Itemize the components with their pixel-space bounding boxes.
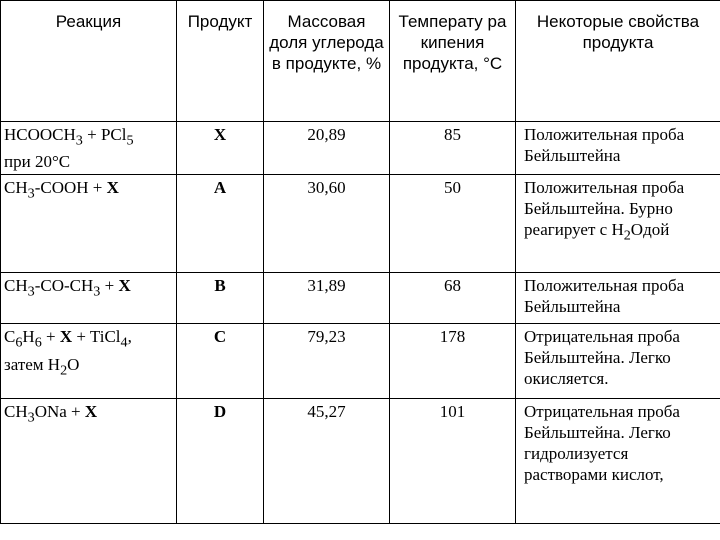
carbon-cell: 79,23 [264, 324, 390, 399]
reaction-cell: $HCOOCH_3 + PCl_5$ при 20°С [1, 122, 177, 175]
carbon-cell: 30,60 [264, 175, 390, 273]
header-product: Продукт [177, 1, 264, 122]
product-cell: A [177, 175, 264, 273]
carbon-cell: 45,27 [264, 399, 390, 524]
reaction-cell: $CH_3$-COOH + X [1, 175, 177, 273]
header-properties: Некоторые свойства продукта [516, 1, 720, 122]
header-reaction: Реакция [1, 1, 177, 122]
boiling-cell: 68 [390, 273, 516, 324]
table-row [1, 273, 720, 324]
boiling-cell: 85 [390, 122, 516, 175]
table-row [1, 399, 720, 524]
boiling-cell: 178 [390, 324, 516, 399]
properties-cell: Положительная проба Бейльштейна [516, 122, 720, 175]
header-carbon-fraction: Массовая доля углерода в продукте, % [264, 1, 390, 122]
table-row [1, 175, 720, 273]
reaction-cell: $CH_3-CO-CH_3 + X$ [1, 273, 177, 324]
header-row [1, 1, 720, 122]
table-row [1, 324, 720, 399]
properties-cell: Отрицательная проба Бейльштейна. Легко гидролизуется растворами кислот, [516, 399, 720, 524]
boiling-cell: 101 [390, 399, 516, 524]
reaction-cell: $C_6H_6 + X$ + TiCl$_4$, затем $H_2O$ [1, 324, 177, 399]
product-cell: D [177, 399, 264, 524]
product-cell: C [177, 324, 264, 399]
properties-cell: Положительная проба Бейльштейна [516, 273, 720, 324]
reaction-cell: $CH_3ONa + X$ [1, 399, 177, 524]
table-row [1, 122, 720, 175]
product-cell: B [177, 273, 264, 324]
carbon-cell: 31,89 [264, 273, 390, 324]
properties-cell: Положительная проба Бейльштейна. Бурно реагирует с $H_2Oдой$ [516, 175, 720, 273]
properties-cell: Отрицательная проба Бейльштейна. Легко окисляется. [516, 324, 720, 399]
boiling-cell: 50 [390, 175, 516, 273]
product-cell: X [177, 122, 264, 175]
header-boiling-point: Температу ра кипения продукта, °С [390, 1, 516, 122]
carbon-cell: 20,89 [264, 122, 390, 175]
